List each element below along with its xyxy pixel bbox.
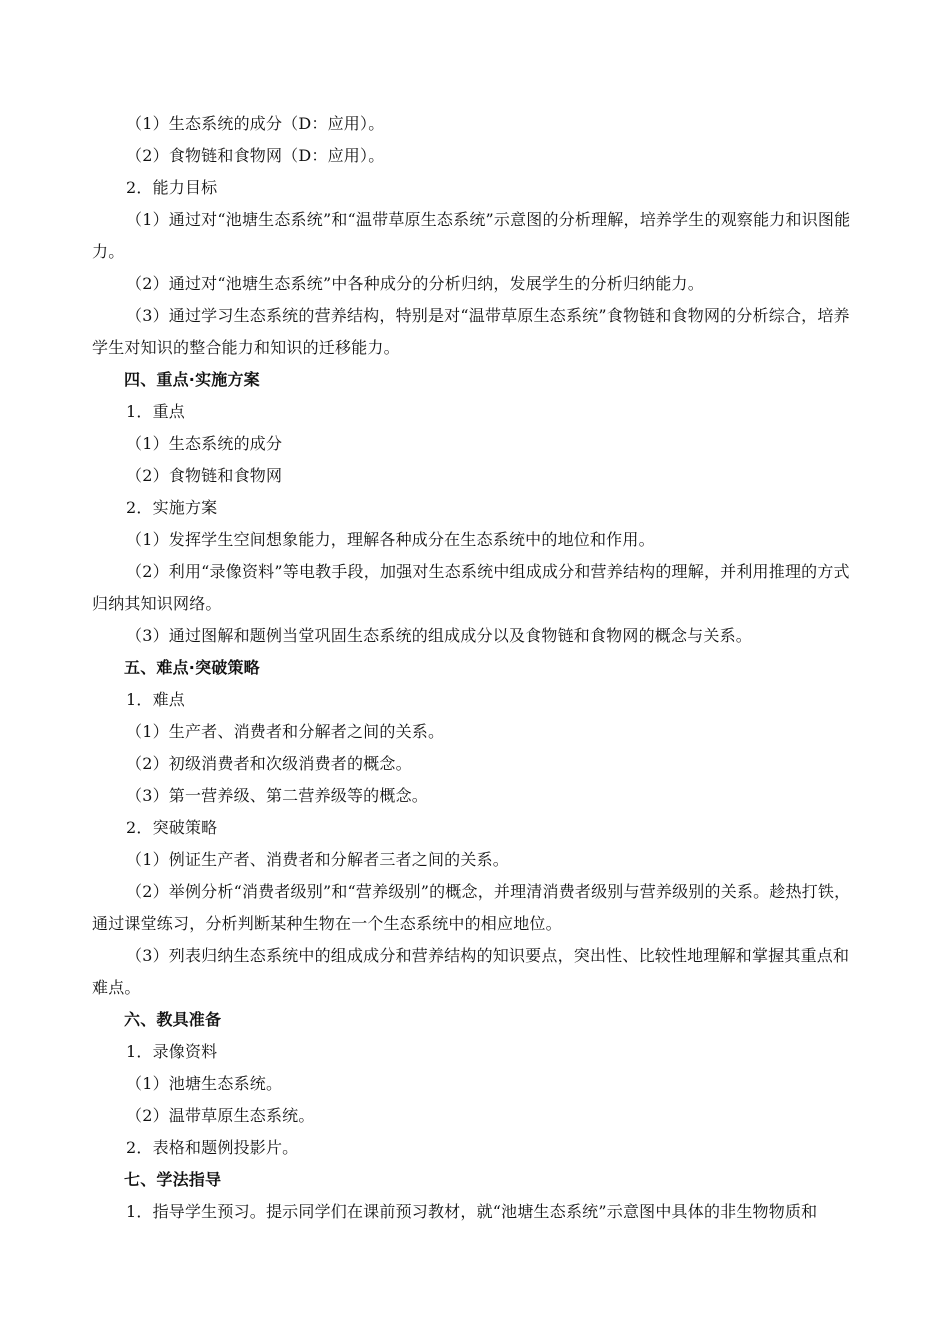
paragraph-difficulty-1: （1）生产者、消费者和分解者之间的关系。 xyxy=(126,722,445,741)
paragraph-implementation-1: （1）发挥学生空间想象能力，理解各种成分在生态系统中的地位和作用。 xyxy=(126,530,655,549)
paragraph-ability-3: （3）通过学习生态系统的营养结构，特别是对“温带草原生态系统”食物链和食物网的分析综合，培养学生对知识的整合能力和知识的迁移能力。 xyxy=(92,306,850,357)
paragraph-video-2: （2）温带草原生态系统。 xyxy=(126,1106,315,1125)
section-heading-teaching-aids: 六、教具准备 xyxy=(124,1010,222,1029)
subheading-strategies: 2．突破策略 xyxy=(126,818,218,837)
subheading-implementation: 2．实施方案 xyxy=(126,498,218,517)
section-heading-key-points: 四、重点·实施方案 xyxy=(124,370,260,389)
paragraph-knowledge-2: （2）食物链和食物网（D：应用）。 xyxy=(126,146,385,165)
paragraph-difficulty-2: （2）初级消费者和次级消费者的概念。 xyxy=(126,754,412,773)
paragraph-difficulty-3: （3）第一营养级、第二营养级等的概念。 xyxy=(126,786,428,805)
paragraph-ability-2: （2）通过对“池塘生态系统”中各种成分的分析归纳，发展学生的分析归纳能力。 xyxy=(126,274,704,293)
subheading-ability-goal: 2．能力目标 xyxy=(126,178,218,197)
paragraph-key-1: （1）生态系统的成分 xyxy=(126,434,283,453)
subheading-key-points: 1．重点 xyxy=(126,402,185,421)
section-heading-difficulties: 五、难点·突破策略 xyxy=(124,658,260,677)
paragraph-strategy-3: （3）列表归纳生态系统中的组成成分和营养结构的知识要点，突出性、比较性地理解和掌握其重点和难点。 xyxy=(92,946,850,997)
document-body xyxy=(92,108,858,1228)
paragraph-video-1: （1）池塘生态系统。 xyxy=(126,1074,283,1093)
paragraph-knowledge-1: （1）生态系统的成分（D：应用）。 xyxy=(126,114,385,133)
paragraph-key-2: （2）食物链和食物网 xyxy=(126,466,283,485)
section-heading-study-guidance: 七、学法指导 xyxy=(124,1170,222,1189)
paragraph-strategy-1: （1）例证生产者、消费者和分解者三者之间的关系。 xyxy=(126,850,509,869)
subheading-video-materials: 1．录像资料 xyxy=(126,1042,218,1061)
paragraph-strategy-2: （2）举例分析“消费者级别”和“营养级别”的概念，并理清消费者级别与营养级别的关系。趁热打铁，通过课堂练习，分析判断某种生物在一个生态系统中的相应地位。 xyxy=(92,882,851,933)
subheading-difficulties: 1．难点 xyxy=(126,690,185,709)
paragraph-ability-1: （1）通过对“池塘生态系统”和“温带草原生态系统”示意图的分析理解，培养学生的观察能力和识图能力。 xyxy=(92,210,851,261)
paragraph-implementation-2: （2）利用“录像资料”等电教手段，加强对生态系统中组成成分和营养结构的理解，并利用推理的方式归纳其知识网络。 xyxy=(92,562,850,613)
paragraph-study-guidance-1: 1．指导学生预习。提示同学们在课前预习教材，就“池塘生态系统”示意图中具体的非生物物质和 xyxy=(126,1202,818,1221)
subheading-slides: 2．表格和题例投影片。 xyxy=(126,1138,299,1157)
paragraph-implementation-3: （3）通过图解和题例当堂巩固生态系统的组成成分以及食物链和食物网的概念与关系。 xyxy=(126,626,752,645)
